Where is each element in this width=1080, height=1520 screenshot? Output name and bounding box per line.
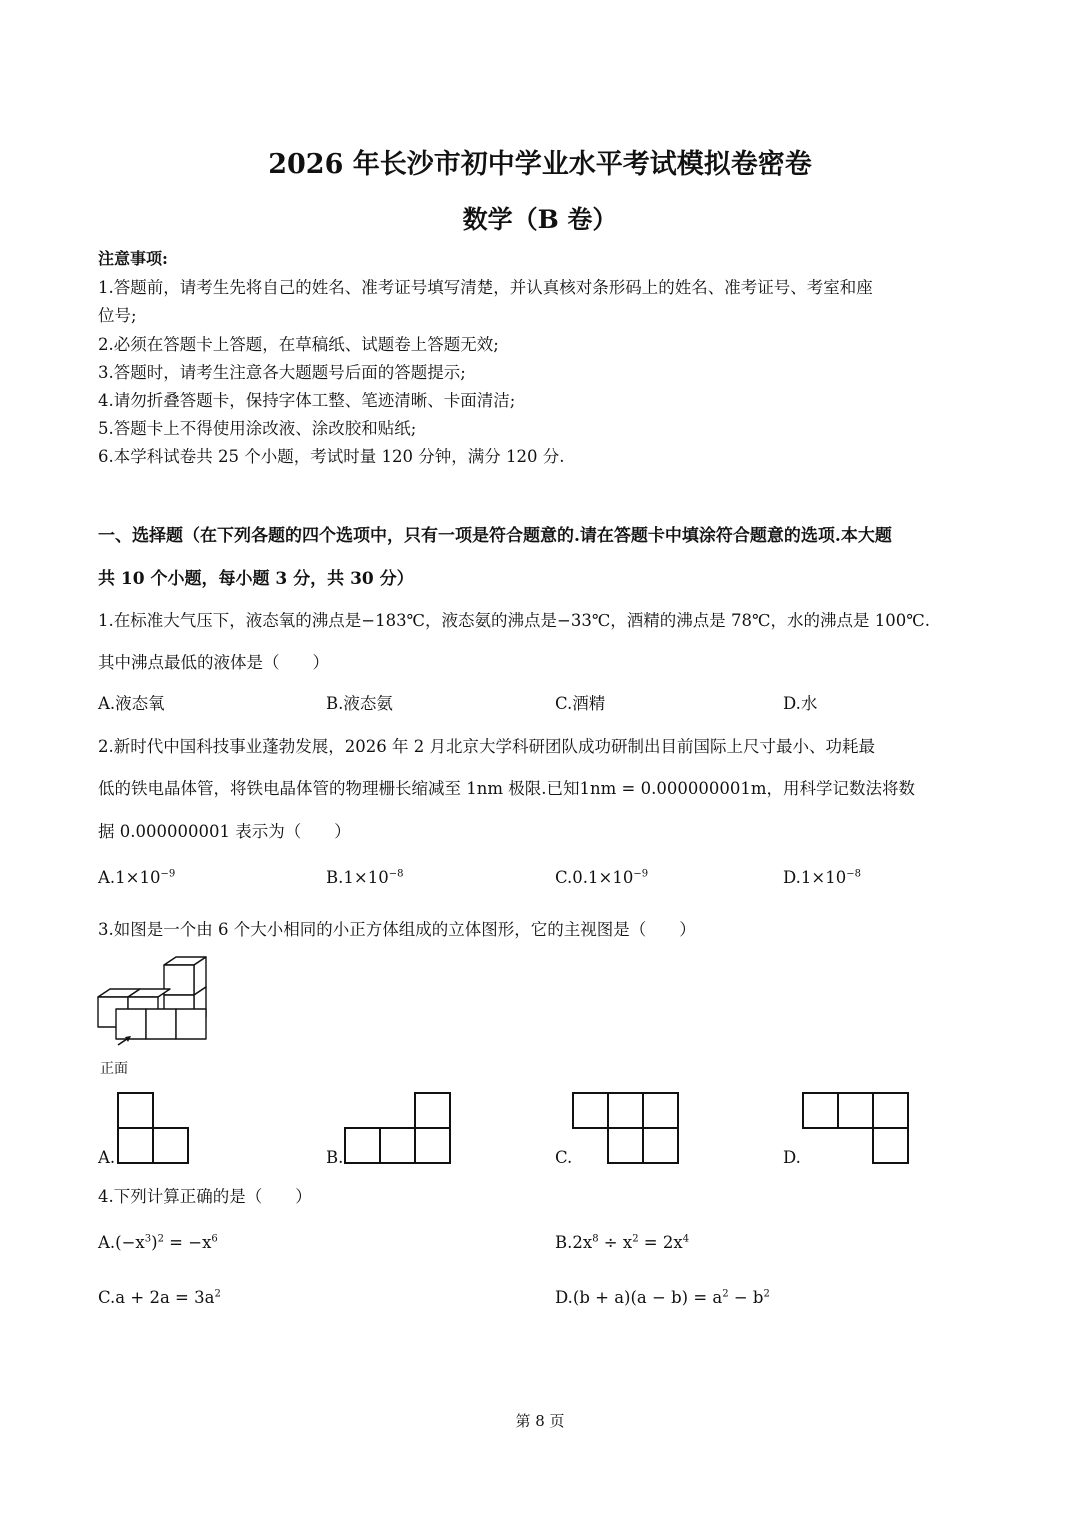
q3-option-d-label: D. xyxy=(783,1148,801,1167)
page-subtitle: 数学（B 卷） xyxy=(462,205,618,234)
q1-option-a: A.液态氧 xyxy=(98,694,165,713)
page-title: 2026 年长沙市初中学业水平考试模拟卷密卷 xyxy=(268,149,812,180)
q3-option-c-label: C. xyxy=(555,1148,573,1167)
q2-option-b: $B.1\times 10^{-8}$ xyxy=(326,868,404,887)
notice-item: 2.必须在答题卡上答题，在草稿纸、试题卷上答题无效; xyxy=(98,335,499,354)
q1-option-d: D.水 xyxy=(783,694,818,713)
question-1-stem-cont: 其中沸点最低的液体是（ ） xyxy=(98,653,329,672)
page-number: 第 8 页 xyxy=(515,1412,565,1430)
cube-solid-figure xyxy=(96,955,216,1054)
notice-item: 1.答题前，请考生先将自己的姓名、准考证号填写清楚，并认真核对条形码上的姓名、准考证号、考室和座 xyxy=(98,278,873,297)
question-2-stem: 2.新时代中国科技事业蓬勃发展，2026 年 2 月北京大学科研团队成功研制出目前国际上尺寸最小、功耗最 xyxy=(98,737,875,756)
q4-option-d: $D.(b + a)(a - b) = a^2 - b^2$ xyxy=(555,1288,770,1307)
notice-item: 6.本学科试卷共 25 个小题，考试时量 120 分钟，满分 120 分. xyxy=(98,447,565,466)
q1-option-c: C.酒精 xyxy=(555,694,606,713)
q4-option-c: $C.a + 2a = 3a^2$ xyxy=(98,1288,221,1307)
notice-item: 位号; xyxy=(98,306,137,325)
notice-heading: 注意事项: xyxy=(98,249,168,268)
q3-option-b-figure xyxy=(343,1091,452,1169)
question-4-stem: 4.下列计算正确的是（ ） xyxy=(98,1187,312,1206)
section-heading: 一、选择题（在下列各题的四个选项中，只有一项是符合题意的.请在答题卡中填涂符合题意的选项.本大题 xyxy=(98,526,892,546)
q3-option-a-label: A. xyxy=(98,1148,116,1167)
q3-option-b-label: B. xyxy=(326,1148,344,1167)
q3-option-c-figure xyxy=(571,1091,680,1169)
q4-option-a: $A.(-x^3)^2 = -x^6$ xyxy=(98,1233,218,1252)
q3-option-a-figure xyxy=(116,1091,190,1169)
question-2-stem-cont: 低的铁电晶体管，将铁电晶体管的物理栅长缩减至 1nm 极限.已知1nm = 0.000000001m，用科学记数法将数 xyxy=(98,779,915,798)
q1-option-b: B.液态氨 xyxy=(326,694,393,713)
front-direction-label: 正面 xyxy=(100,1061,128,1077)
q2-option-d: $D.1\times 10^{-8}$ xyxy=(783,868,861,887)
notice-item: 3.答题时，请考生注意各大题题号后面的答题提示; xyxy=(98,363,466,382)
question-2-stem-cont2: 据 0.000000001 表示为（ ） xyxy=(98,822,351,841)
notice-item: 5.答题卡上不得使用涂改液、涂改胶和贴纸; xyxy=(98,419,417,438)
q3-option-d-figure xyxy=(801,1091,910,1169)
isometric-cubes-drawing xyxy=(96,955,216,1050)
q2-option-a: $A.1\times 10^{-9}$ xyxy=(98,868,176,887)
section-heading-cont: 共 10 个小题，每小题 3 分，共 30 分） xyxy=(98,569,414,589)
q2-option-c: $C.0.1\times 10^{-9}$ xyxy=(555,868,649,887)
question-3-stem: 3.如图是一个由 6 个大小相同的小正方体组成的立体图形，它的主视图是（ ） xyxy=(98,920,696,939)
question-1-stem: 1.在标准大气压下，液态氧的沸点是−183℃，液态氨的沸点是−33℃，酒精的沸点是 78℃，水的沸点是 100℃. xyxy=(98,611,930,630)
notice-item: 4.请勿折叠答题卡，保持字体工整、笔迹清晰、卡面清洁; xyxy=(98,391,516,410)
q4-option-b: $B.2x^8 \div x^2 = 2x^4$ xyxy=(555,1233,690,1252)
